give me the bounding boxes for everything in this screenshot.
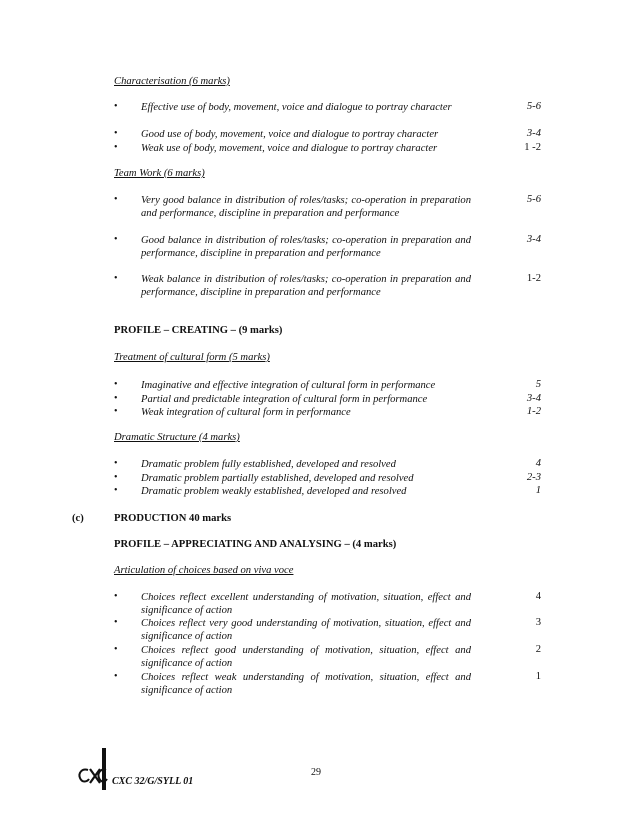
characterisation-mark-1: 5-6 bbox=[526, 101, 541, 112]
articulation-item-1: Choices reflect excellent understanding of motivation, situation, effect and significance of action bbox=[141, 592, 471, 616]
teamwork-mark-2: 3-4 bbox=[526, 234, 541, 245]
articulation-item-3: Choices reflect good understanding of motivation, situation, effect and significance of action bbox=[141, 645, 471, 669]
articulation-item-2: Choices reflect very good understanding of motivation, situation, effect and significance of action bbox=[141, 618, 471, 642]
bullet: • bbox=[114, 617, 118, 628]
characterisation-heading: Characterisation (6 marks) bbox=[114, 76, 230, 87]
bullet: • bbox=[114, 101, 118, 112]
bullet: • bbox=[114, 671, 118, 682]
dramatic-item-1: Dramatic problem fully established, developed and resolved bbox=[141, 459, 396, 470]
profile-creating-heading: PROFILE – CREATING – (9 marks) bbox=[114, 325, 283, 336]
articulation-mark-2: 3 bbox=[535, 617, 541, 628]
dramatic-mark-2: 2-3 bbox=[526, 472, 541, 483]
bullet: • bbox=[114, 644, 118, 655]
bullet: • bbox=[114, 273, 118, 284]
bullet: • bbox=[114, 458, 118, 469]
characterisation-mark-2: 3-4 bbox=[526, 128, 541, 139]
teamwork-item-1: Very good balance in distribution of roles/tasks; co-operation in preparation and performance, discipline in preparation and performance bbox=[141, 195, 471, 219]
dramatic-item-3: Dramatic problem weakly established, developed and resolved bbox=[141, 486, 407, 497]
characterisation-item-1: Effective use of body, movement, voice and dialogue to portray character bbox=[141, 102, 452, 113]
production-label: (c) bbox=[72, 513, 84, 524]
bullet: • bbox=[114, 128, 118, 139]
cultural-mark-3: 1-2 bbox=[526, 406, 541, 417]
teamwork-item-2: Good balance in distribution of roles/tasks; co-operation in preparation and performance, discipline in preparation and performance bbox=[141, 235, 471, 259]
dramatic-mark-1: 4 bbox=[535, 458, 541, 469]
articulation-item-4: Choices reflect weak understanding of motivation, situation, effect and significance of action bbox=[141, 672, 471, 696]
teamwork-heading: Team Work (6 marks) bbox=[114, 168, 205, 179]
characterisation-mark-3: 1 -2 bbox=[524, 142, 541, 153]
teamwork-mark-1: 5-6 bbox=[526, 194, 541, 205]
articulation-heading: Articulation of choices based on viva voce bbox=[114, 565, 294, 576]
footer-divider bbox=[102, 748, 106, 790]
page-number: 29 bbox=[311, 767, 321, 778]
dramatic-mark-3: 1 bbox=[535, 485, 541, 496]
bullet: • bbox=[114, 234, 118, 245]
cultural-mark-1: 5 bbox=[535, 379, 541, 390]
bullet: • bbox=[114, 591, 118, 602]
production-title: PRODUCTION 40 marks bbox=[114, 513, 232, 524]
bullet: • bbox=[114, 485, 118, 496]
bullet: • bbox=[114, 142, 118, 153]
bullet: • bbox=[114, 379, 118, 390]
characterisation-item-3: Weak use of body, movement, voice and dialogue to portray character bbox=[141, 143, 438, 154]
bullet: • bbox=[114, 194, 118, 205]
dramatic-heading: Dramatic Structure (4 marks) bbox=[114, 432, 240, 443]
articulation-mark-1: 4 bbox=[535, 591, 541, 602]
bullet: • bbox=[114, 406, 118, 417]
cultural-mark-2: 3-4 bbox=[526, 393, 541, 404]
syllabus-code: CXC 32/G/SYLL 01 bbox=[112, 776, 194, 787]
teamwork-item-3: Weak balance in distribution of roles/tasks; co-operation in preparation and performance, discipline in preparation and performance bbox=[141, 274, 471, 298]
articulation-mark-4: 1 bbox=[535, 671, 541, 682]
bullet: • bbox=[114, 393, 118, 404]
dramatic-item-2: Dramatic problem partially established, developed and resolved bbox=[141, 473, 414, 484]
bullet: • bbox=[114, 472, 118, 483]
cultural-item-3: Weak integration of cultural form in performance bbox=[141, 407, 351, 418]
cultural-heading: Treatment of cultural form (5 marks) bbox=[114, 352, 270, 363]
profile-appreciating-heading: PROFILE – APPRECIATING AND ANALYSING – (4 marks) bbox=[114, 539, 397, 550]
cultural-item-1: Imaginative and effective integration of cultural form in performance bbox=[141, 380, 436, 391]
teamwork-mark-3: 1-2 bbox=[526, 273, 541, 284]
cultural-item-2: Partial and predictable integration of cultural form in performance bbox=[141, 394, 428, 405]
articulation-mark-3: 2 bbox=[535, 644, 541, 655]
characterisation-item-2: Good use of body, movement, voice and dialogue to portray character bbox=[141, 129, 439, 140]
